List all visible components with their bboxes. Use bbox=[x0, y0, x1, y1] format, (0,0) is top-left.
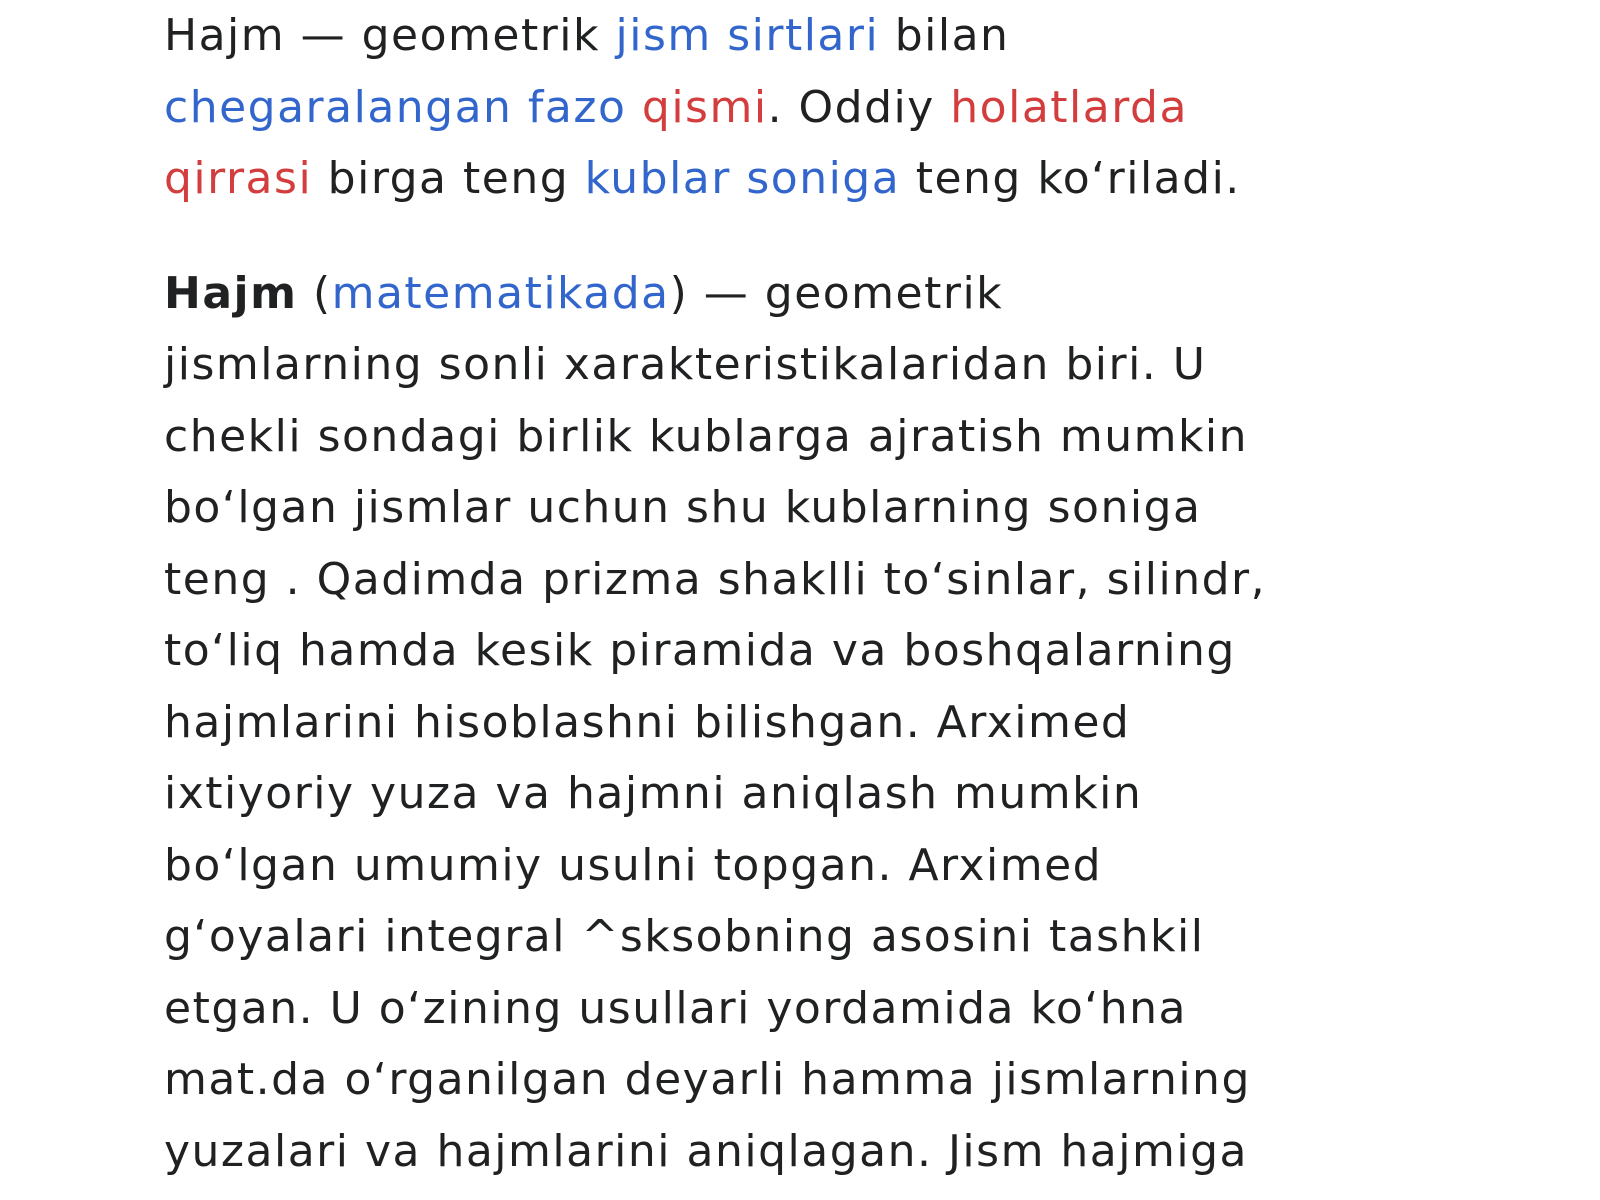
definition-text: ( bbox=[297, 267, 332, 319]
link-jism-sirtlari[interactable]: jism sirtlari bbox=[615, 10, 880, 61]
definition-line: to‘liq hamda kesik piramida va boshqalarning bbox=[164, 625, 1236, 676]
definition-line: yuzalari va hajmlarini aniqlagan. Jism hajmiga bbox=[164, 1125, 1248, 1177]
definition-paragraph bbox=[164, 258, 1414, 1188]
link-chegaralangan-fazo[interactable]: chegaralangan fazo bbox=[164, 81, 627, 133]
definition-line: ixtiyoriy yuza va hajmni aniqlash mumkin bbox=[164, 768, 1143, 819]
intro-text bbox=[626, 82, 642, 133]
definition-line: jismlarning sonli xarakteristikalaridan biri. U bbox=[164, 339, 1207, 390]
intro-line-3 bbox=[164, 143, 1414, 215]
definition-line: chekli sondagi birlik kublarga ajratish mumkin bbox=[164, 410, 1249, 462]
intro-text: Hajm — geometrik bbox=[164, 10, 616, 61]
definition-line: hajmlarini hisoblashni bilishgan. Arximed bbox=[164, 696, 1131, 748]
intro-text: teng ko‘riladi. bbox=[900, 153, 1241, 204]
link-matematikada[interactable]: matematikada bbox=[331, 267, 670, 319]
definition-line: mat.da o‘rganilgan deyarli hamma jismlarning bbox=[164, 1054, 1251, 1105]
redlink-holatlarda[interactable]: holatlarda bbox=[950, 81, 1188, 133]
intro-line-1 bbox=[164, 0, 1414, 72]
intro-text: bilan bbox=[879, 10, 1010, 61]
intro-text: . Oddiy bbox=[767, 81, 951, 133]
definition-line: bo‘lgan jismlar uchun shu kublarning soniga bbox=[164, 482, 1202, 533]
intro-line-2 bbox=[164, 72, 1414, 144]
link-kublar-soniga[interactable]: kublar soniga bbox=[584, 153, 901, 204]
definition-line: g‘oyalari integral ^sksobning asosini tashkil bbox=[164, 911, 1205, 962]
definition-line: teng . Qadimda prizma shaklli to‘sinlar, silindr, bbox=[164, 553, 1267, 605]
definition-line-1 bbox=[164, 258, 1414, 330]
intro-text: birga teng bbox=[312, 153, 585, 204]
definition-text: ) — geometrik bbox=[669, 267, 1004, 319]
article-body bbox=[164, 0, 1414, 1187]
intro-paragraph bbox=[164, 0, 1414, 215]
redlink-qismi[interactable]: qismi bbox=[641, 81, 768, 133]
definition-line: etgan. U o‘zining usullari yordamida ko‘hna bbox=[164, 982, 1188, 1034]
redlink-qirrasi[interactable]: qirrasi bbox=[164, 153, 313, 204]
definition-line: bo‘lgan umumiy usulni topgan. Arximed bbox=[164, 839, 1103, 891]
term-hajm: Hajm bbox=[164, 267, 298, 319]
